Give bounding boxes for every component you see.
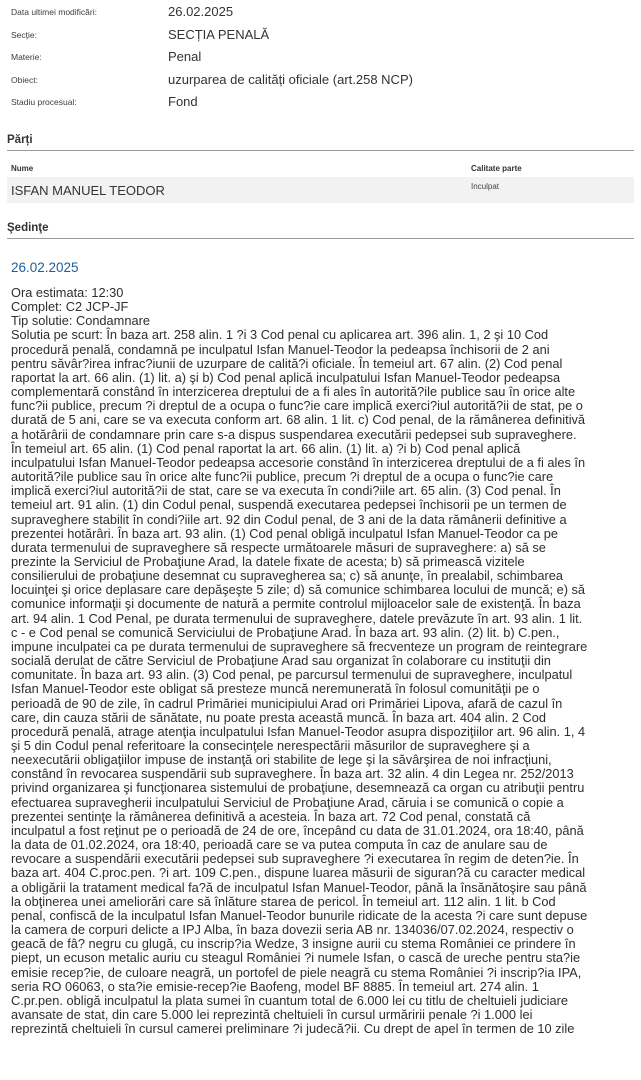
solution-text-line: la data de 01.02.2024, ora 18:40, perioadă care se va putea computa în caz de anulare sau de	[11, 837, 548, 853]
solution-text-line: În temeiul art. 65 alin. (1) Cod penal raportat la art. 66 alin. (1) lit. a) ?i b) Cod penal aplică	[11, 440, 521, 456]
session-solution-type: Tip solutie: Condamnare	[11, 313, 150, 329]
table-row	[7, 177, 634, 203]
solution-text-line: baza art. 404 C.proc.pen. ?i art. 109 C.pen., dispune luarea măsurii de siguran?ă cu caracter medical	[11, 865, 586, 881]
solution-text-line: Solutia pe scurt: În baza art. 258 alin. 1 ?i 3 Cod penal cu aplicarea art. 396 alin. 1, 2 şi 10 Cod	[11, 327, 549, 343]
info-row-subject	[0, 49, 641, 72]
solution-text-line: impune inculpatei ca pe durata termenului de supraveghere să frecventeze un program de reintegrare	[11, 638, 588, 654]
solution-text-line: socială derulat de către Serviciul de Probaţiune Arad sau organizat în colaborare cu instituţii din	[11, 653, 551, 669]
solution-text-line: complementară constând în interzicerea dreptului de a fi ales în autorită?ile publice sau în orice alte	[11, 384, 576, 400]
solution-text-line: supraveghere stabilit în condi?iile art. 92 din Codul penal, de 3 ani de la data rămânerii definitive a	[11, 511, 567, 527]
solution-text-line: geacă de fâ? negru cu glugă, cu inscrip?ia Wedze, 3 insigne aurii cu stema României ce prindere în	[11, 936, 576, 952]
solution-text-line: consilierului de probaţiune desemnat cu supravegherea sa; c) să anunţe, în prealabil, schimbarea	[11, 568, 564, 584]
info-value: uzurparea de calități oficiale (art.258 NCP)	[168, 71, 413, 87]
case-info	[0, 4, 641, 117]
solution-text-line: piept, un ecuson metalic auriu cu steagul României ?i numele Isfan, o cască de ureche pentru sta?ie	[11, 950, 581, 966]
solution-text-line: autorită?ile publice sau în orice alte func?ii publice, precum ?i dreptul de a ocupa o func?ie care	[11, 469, 554, 485]
solution-text-line: avansate de stat, din care 5.000 lei reprezintă cheltuieli în cursul urmăririi penale ?i 1.000 lei	[11, 1006, 533, 1022]
info-value: Penal	[168, 49, 202, 65]
solution-text-line: durată de 5 ani, care se va executa conform art. 68 alin. 1 lit. c) Cod penal, de la rămânerea definitivă	[11, 412, 586, 428]
solution-text-line: comunice informaţii şi documente de natură a permite controlul mijloacelor sale de existenţă. În baza	[11, 596, 581, 612]
solution-text-line: seria RO 06063, o sta?ie emisie-recep?ie Baofeng, model BF 8885. În temeiul art. 274 alin. 1	[11, 978, 539, 994]
session-date-link[interactable]: 26.02.2025	[11, 260, 79, 275]
solution-text-line: inculpatul a fost reţinut pe o perioadă de 24 de ore, începând cu data de 31.01.2024, ora 18:40, până	[11, 822, 584, 838]
solution-text-line: penal, confiscă de la inculpatul Isfan Manuel-Teodor bunurile ridicate de la acesta ?i care sunt depuse	[11, 907, 588, 923]
solution-text-line: art. 94 alin. 1 Cod Penal, pe durata termenului de supraveghere, datele prevăzute în art. 93 alin. 1 lit.	[11, 610, 583, 626]
sedinte-section	[0, 221, 641, 239]
solution-text-line: C.pr.pen. obligă inculpatul la plata sumei în cuantum total de 6.000 lei cu titlu de cheltuieli judiciare	[11, 992, 569, 1008]
parti-table-header	[7, 151, 634, 177]
info-label: Data ultimei modificări:	[11, 7, 97, 17]
solution-text-line: la camera de corpuri delicte a IPJ Alba, în baza dovezii seria AB nr. 134036/07.02.2024, respectiv o	[11, 922, 574, 938]
column-header-name: Nume	[11, 164, 34, 173]
parti-title: Părți	[7, 133, 634, 151]
info-label: Materie:	[11, 52, 42, 63]
solution-text-line: a hotărârii de condamnare prin care s-a dispus suspendarea executării pedepsei sub supraveghere.	[11, 426, 577, 442]
party-role: Inculpat	[471, 182, 500, 191]
solution-text-line: a obligării la tratament medical fa?ă de inculpatul Isfan Manuel-Teodor, până la însănătoşire sau până	[11, 879, 587, 895]
solution-text-line: prezentei sentinţe la rămânerea definitivă a acesteia. În baza art. 72 Cod penal, constată că	[11, 808, 531, 824]
solution-text-line: perioadă de 90 de zile, în cadrul Primăriei municipiului Arad ori Primăriei Lipova, afară de cazul în	[11, 695, 563, 711]
info-row-last-modified	[0, 4, 641, 27]
solution-text-line: func?ii publice, precum ?i dreptul de a ocupa o func?ie care implică exerci?iul autorită?ii de stat, pe o	[11, 398, 583, 414]
solution-text-line: locuinţei şi orice deplasare care depăşeşte 5 zile; d) să comunice schimbarea locului de muncă; e) să	[11, 582, 586, 598]
session-details	[11, 286, 636, 1036]
info-row-section	[0, 27, 641, 50]
solution-text-line: pentru săvâr?irea infrac?iunii de uzurpare de calită?i oficiale. În temeiul art. 67 alin. (2) Cod penal	[11, 355, 563, 371]
session-solution-summary	[11, 328, 636, 1036]
solution-text-line: prezinte la Serviciul de Probaţiune Arad, la datele fixate de acesta; b) să primească vizitele	[11, 553, 525, 569]
solution-text-line: care, din cauza stării de sănătate, nu poate presta această muncă. În baza art. 404 alin. 2 Cod	[11, 709, 546, 725]
parti-section	[0, 133, 641, 203]
solution-text-line: durata termenului de supraveghere să respecte următoarele măsuri de supraveghere: a) să se	[11, 539, 546, 555]
solution-text-line: la obţinerea unei ameliorări care să înlăture starea de pericol. În temeiul art. 112 alin. 1 lit. b Cod	[11, 893, 556, 909]
solution-text-line: implică exerci?iul autorită?ii de stat, care se va executa în condi?iile art. 65 alin. (3) Cod penal. În	[11, 483, 561, 499]
solution-text-line: c - e Cod penal se comunică Serviciului de Probaţiune Arad. În baza art. 93 alin. (2) lit. b) C.pen.,	[11, 624, 560, 640]
column-header-role: Calitate parte	[471, 164, 522, 173]
solution-text-line: privind organizarea şi funcţionarea sistemului de probaţiune, desemnează ca organ cu atribuţii pentru	[11, 780, 585, 796]
solution-text-line: reprezintă cheltuieli în cursul camerei preliminare ?i judecă?ii. Cu drept de apel în termen de 10 zile	[11, 1021, 575, 1037]
sedinte-title: Şedinţe	[7, 221, 634, 239]
solution-text-line: procedură penală, condamnă pe inculpatul Isfan Manuel-Teodor la pedeapsa închisorii de 2 ani	[11, 341, 550, 357]
solution-text-line: emisie recep?ie, de culoare neagră, un portofel de piele neagră cu stema României ?i inscrip?ia IPA,	[11, 964, 582, 980]
solution-text-line: procedură penală, atrage atenţia inculpatului Isfan Manuel-Teodor asupra dispoziţiilor art. 96 alin. 1, 4	[11, 723, 586, 739]
solution-text-line: Isfan Manuel-Teodor este obligat să presteze muncă neremunerată în folosul comunităţii pe o	[11, 681, 540, 697]
solution-text-line: neexecutării obligaţiilor impuse de instanţă ori stabilite de lege şi la săvârşirea de noi infracţiuni,	[11, 752, 552, 768]
info-value: SECȚIA PENALĂ	[168, 26, 270, 42]
info-value: Fond	[168, 94, 198, 110]
session-panel: Complet: C2 JCP-JF	[11, 299, 129, 315]
info-row-stage	[0, 94, 641, 117]
info-value: 26.02.2025	[168, 4, 234, 19]
solution-text-line: temeiul art. 91 alin. (1) din Codul penal, suspendă executarea pedepsei închisorii pe un termen de	[11, 497, 567, 513]
party-name: ISFAN MANUEL TEODOR	[11, 183, 165, 198]
info-label: Stadiu procesual:	[11, 97, 77, 108]
info-label: Secție:	[11, 29, 37, 40]
solution-text-line: şi 5 din Codul penal referitoare la consecinţele nerespectării măsurilor de supraveghere şi a	[11, 738, 530, 753]
solution-text-line: revocare a suspendării executării pedepsei sub supraveghere ?i executarea în regim de deten?ie. În	[11, 851, 579, 867]
solution-text-line: inculpatului Isfan Manuel-Teodor pedeapsa accesorie constând în interzicerea dreptului de a fi ales în	[11, 454, 586, 470]
solution-text-line: constând în revocarea suspendării sub supraveghere. În baza art. 32 alin. 4 din Legea nr. 252/2013	[11, 766, 574, 782]
info-label: Obiect:	[11, 74, 38, 85]
info-row-object	[0, 72, 641, 95]
solution-text-line: raportat la art. 66 alin. (1) lit. a) şi b) Cod penal aplică inculpatului Isfan Manuel-Teodor pedeapsa	[11, 369, 561, 385]
solution-text-line: comunitate. În baza art. 93 alin. (3) Cod penal, pe parcursul termenului de supraveghere, inculpatul	[11, 667, 573, 683]
solution-text-line: prezentei hotărâri. În baza art. 93 alin. (1) Cod penal obligă inculpatul Isfan Manuel-Teodor ca pe	[11, 525, 559, 541]
session-time: Ora estimata: 12:30	[11, 285, 124, 300]
solution-text-line: efectuarea supravegherii inculpatului Serviciul de Probaţiune Arad, căruia i se comunică o copie a	[11, 794, 564, 810]
